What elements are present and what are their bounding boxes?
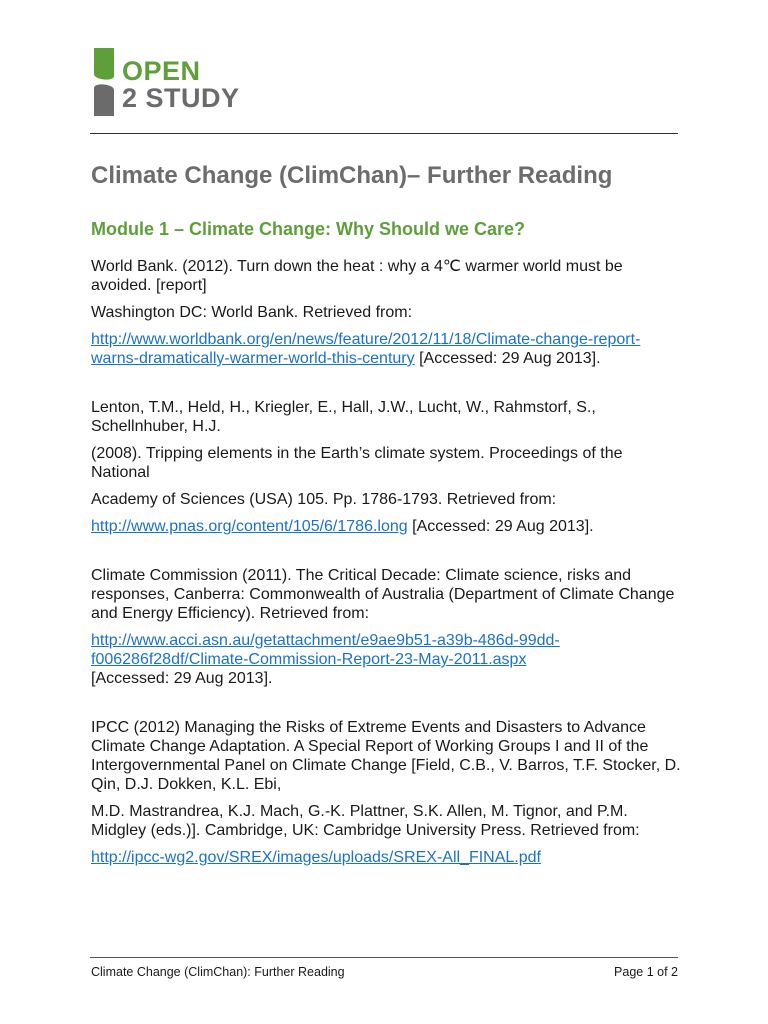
reference-text: (2008). Tripping elements in the Earth’s climate system. Proceedings of the National bbox=[91, 445, 623, 481]
module-heading: Module 1 – Climate Change: Why Should we Care? bbox=[91, 219, 526, 239]
reference-link-line bbox=[91, 631, 681, 669]
logo-wordmark bbox=[122, 58, 240, 112]
reference-link-line bbox=[91, 848, 681, 867]
reference-link[interactable]: http://www.worldbank.org/en/news/feature/2012/11/18/Climate-change-report-warns-dramatically-warmer-world-this-century bbox=[91, 331, 641, 367]
reference-accessed: [Accessed: 29 Aug 2013]. bbox=[91, 670, 273, 687]
logo-line-open: OPEN bbox=[122, 56, 201, 86]
open2study-logo bbox=[90, 46, 250, 122]
reference-link[interactable]: http://ipcc-wg2.gov/SREX/images/uploads/SREX-All_FINAL.pdf bbox=[91, 849, 541, 866]
header-divider bbox=[90, 133, 678, 134]
reference-link[interactable]: http://www.pnas.org/content/105/6/1786.long bbox=[91, 518, 408, 535]
reference-text: Lenton, T.M., Held, H., Kriegler, E., Hall, J.W., Lucht, W., Rahmstorf, S., Schellnhuber, H.J. bbox=[91, 399, 596, 435]
reference-entry bbox=[91, 257, 681, 368]
reference-accessed: [Accessed: 29 Aug 2013]. bbox=[414, 350, 601, 367]
page-title: Climate Change (ClimChan)– Further Reading bbox=[91, 162, 613, 189]
reference-text: World Bank. (2012). Turn down the heat : why a 4℃ warmer world must be avoided. [report] bbox=[91, 258, 623, 294]
reading-list bbox=[91, 257, 681, 867]
reference-link-line bbox=[91, 517, 681, 536]
reference-text: Climate Commission (2011). The Critical Decade: Climate science, risks and responses, Canberra: Commonwealth of Australia (Department of Climate Change and Energy Efficiency). Retrieved from: bbox=[91, 567, 675, 622]
reference-entry bbox=[91, 566, 681, 688]
logo-line-2study: 2 STUDY bbox=[122, 83, 240, 113]
reference-link[interactable]: http://www.acci.asn.au/getattachment/e9ae9b51-a39b-486d-99dd-f006286f28df/Climate-Commission-Report-23-May-2011.aspx bbox=[91, 632, 560, 668]
reference-text: M.D. Mastrandrea, K.J. Mach, G.-K. Plattner, S.K. Allen, M. Tignor, and P.M. Midgley (eds.)]. Cambridge, UK: Cambridge University Press. Retrieved from: bbox=[91, 803, 640, 839]
reference-accessed: [Accessed: 29 Aug 2013]. bbox=[407, 518, 594, 535]
reference-text: IPCC (2012) Managing the Risks of Extreme Events and Disasters to Advance Climate Change Adaptation. A Special Report of Working Groups I and II of the Intergovernmental Panel on Climate Change [Field, C.B., V. Barros, T.F. Stocker, D. Qin, D.J. Dokken, K.L. Ebi, bbox=[91, 719, 681, 793]
reference-text: Washington DC: World Bank. Retrieved from: bbox=[91, 304, 413, 321]
footer-divider bbox=[90, 957, 678, 958]
reference-entry bbox=[91, 398, 681, 536]
reference-entry bbox=[91, 718, 681, 867]
reference-link-line bbox=[91, 330, 681, 368]
reference-text: Academy of Sciences (USA) 105. Pp. 1786-1793. Retrieved from: bbox=[91, 491, 557, 508]
open2study-logo-mark-icon bbox=[90, 46, 118, 118]
footer-document-title: Climate Change (ClimChan): Further Reading bbox=[91, 965, 345, 979]
footer-page-number: Page 1 of 2 bbox=[614, 965, 678, 979]
